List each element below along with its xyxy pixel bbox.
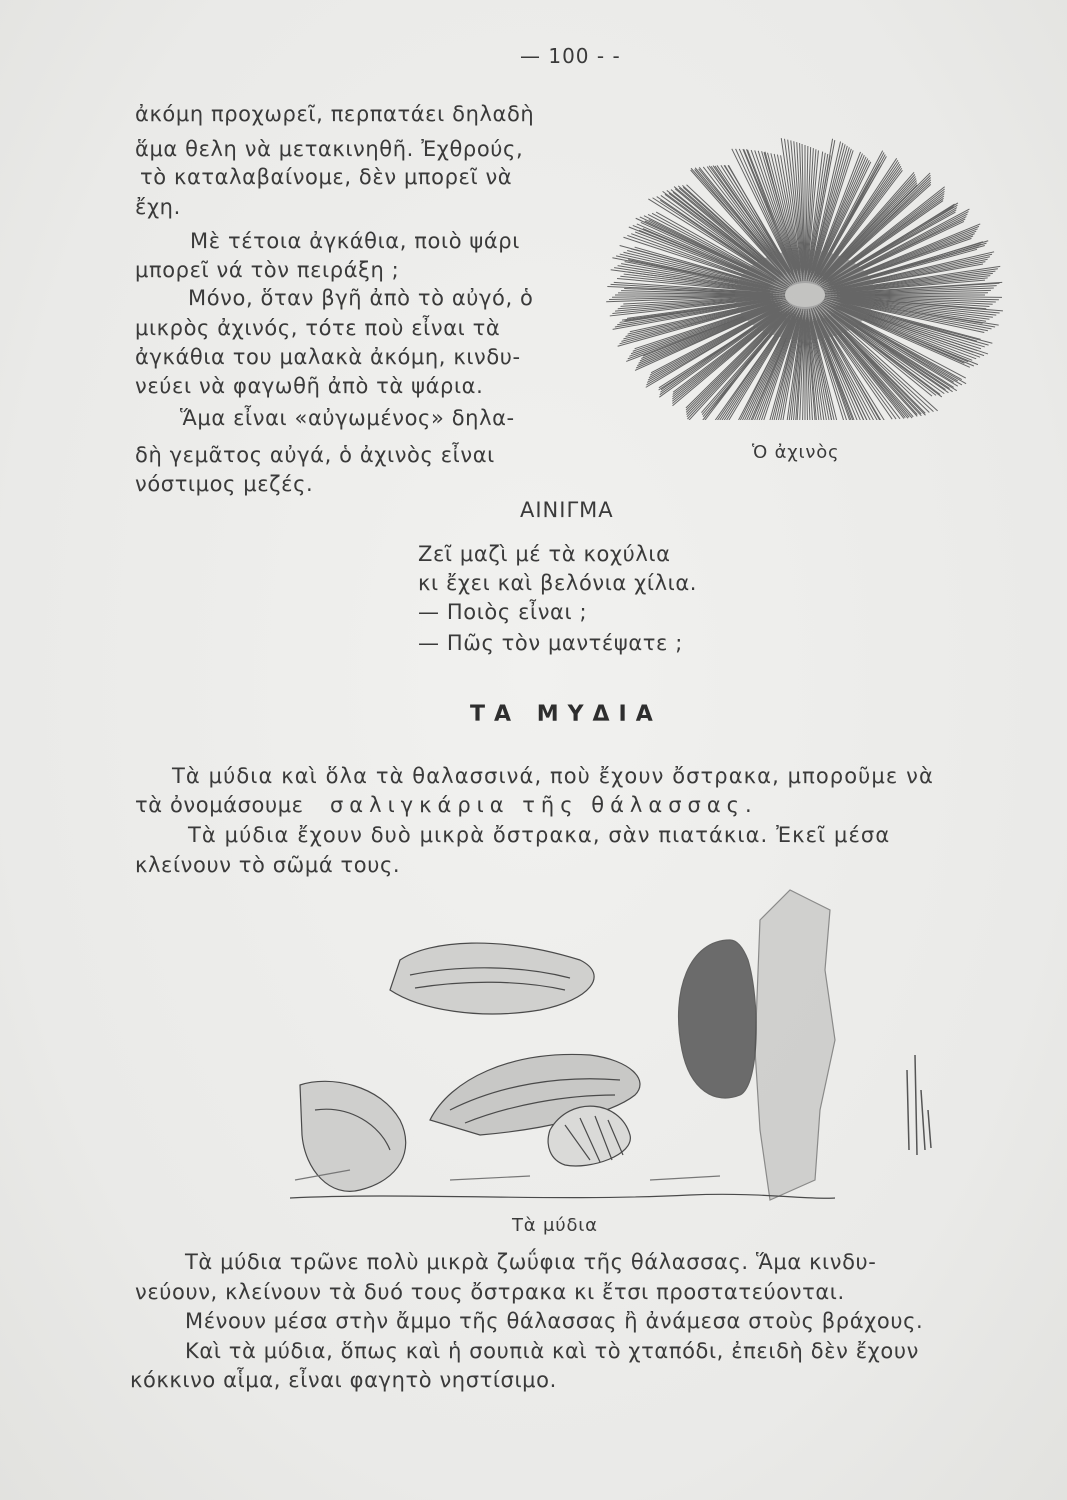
page-number: — 100 - - [520, 44, 621, 68]
text-line: Μὲ τέτοια ἀγκάθια, ποιὸ ψάρι [190, 229, 520, 253]
urchin-caption: Ὁ ἀχινὸς [752, 442, 840, 463]
riddle-line: Ζεῖ μαζὶ μέ τὰ κοχύλια [418, 542, 671, 566]
text-line: Τὰ μύδια τρῶνε πολὺ μικρὰ ζωΰφια τῆς θάλασσας. Ἅμα κινδυ- [185, 1250, 877, 1274]
riddle-title: ΑΙΝΙΓΜΑ [520, 498, 614, 522]
text-line: Μένουν μέσα στὴν ἄμμο τῆς θάλασσας ἢ ἀνάμεσα στοὺς βράχους. [185, 1309, 924, 1333]
text-line: Μόνο, ὅταν βγῆ ἀπὸ τὸ αὐγό, ὁ [188, 286, 534, 310]
text-line: ἀγκάθια του μαλακὰ ἀκόμη, κινδυ- [135, 345, 521, 369]
mussels-illustration [290, 880, 940, 1210]
text-line: μπορεῖ νά τὸν πειράξη ; [135, 258, 400, 282]
text-line: κλείνουν τὸ σῶμά τους. [135, 853, 401, 877]
text-line: νεύουν, κλείνουν τὰ δυό τους ὄστρακα κι ἔτσι προστατεύονται. [135, 1280, 845, 1304]
text-line: μικρὸς ἀχινός, τότε ποὺ εἶναι τὰ [135, 316, 501, 340]
margin-pencil-mark [895, 1050, 945, 1160]
text-line: Καὶ τὰ μύδια, ὅπως καὶ ἡ σουπιὰ καὶ τὸ χταπόδι, ἐπειδὴ δὲν ἔχουν [185, 1339, 919, 1363]
text-line: νόστιμος μεζές. [135, 472, 314, 496]
text-line: ἅμα θελη νὰ μετακινηθῆ. Ἐχθρούς, [135, 137, 524, 161]
text-line: δὴ γεμᾶτος αὐγά, ὁ ἀχινὸς εἶναι [135, 443, 495, 467]
mussels-caption: Τὰ μύδια [512, 1215, 598, 1236]
riddle-line: — Ποιὸς εἶναι ; [418, 600, 588, 624]
text-line: Τὰ μύδια καὶ ὅλα τὰ θαλασσινά, ποὺ ἔχουν ὄστρακα, μποροῦμε νὰ [172, 764, 934, 788]
riddle-line: κι ἔχει καὶ βελόνια χίλια. [418, 571, 698, 595]
text-line: τὸ καταλαβαίνομε, δὲν μπορεῖ νὰ [140, 165, 513, 189]
text-line: κόκκινο αἷμα, εἶναι φαγητὸ νηστίσιμο. [130, 1368, 557, 1392]
text-line: ἔχη. [135, 195, 181, 219]
emphasized-text: σαλιγκάρια τῆς θάλασσας. [330, 793, 758, 817]
riddle-line: — Πῶς τὸν μαντέψατε ; [418, 631, 683, 655]
text-line: Τὰ μύδια ἔχουν δυὸ μικρὰ ὄστρακα, σὰν πιατάκια. Ἐκεῖ μέσα [188, 823, 891, 847]
text-line: νεύει νὰ φαγωθῆ ἀπὸ τὰ ψάρια. [135, 374, 484, 398]
text-line: ἀκόμη προχωρεῖ, περπατάει δηλαδὴ [135, 102, 535, 126]
text-line: Ἅμα εἶναι «αὐγωμένος» δηλα- [180, 406, 515, 430]
section-title: ΤΑ ΜΥΔΙΑ [470, 702, 662, 727]
sea-urchin-illustration [600, 90, 1020, 420]
text-line: τὰ ὀνομάσουμε [135, 793, 304, 817]
